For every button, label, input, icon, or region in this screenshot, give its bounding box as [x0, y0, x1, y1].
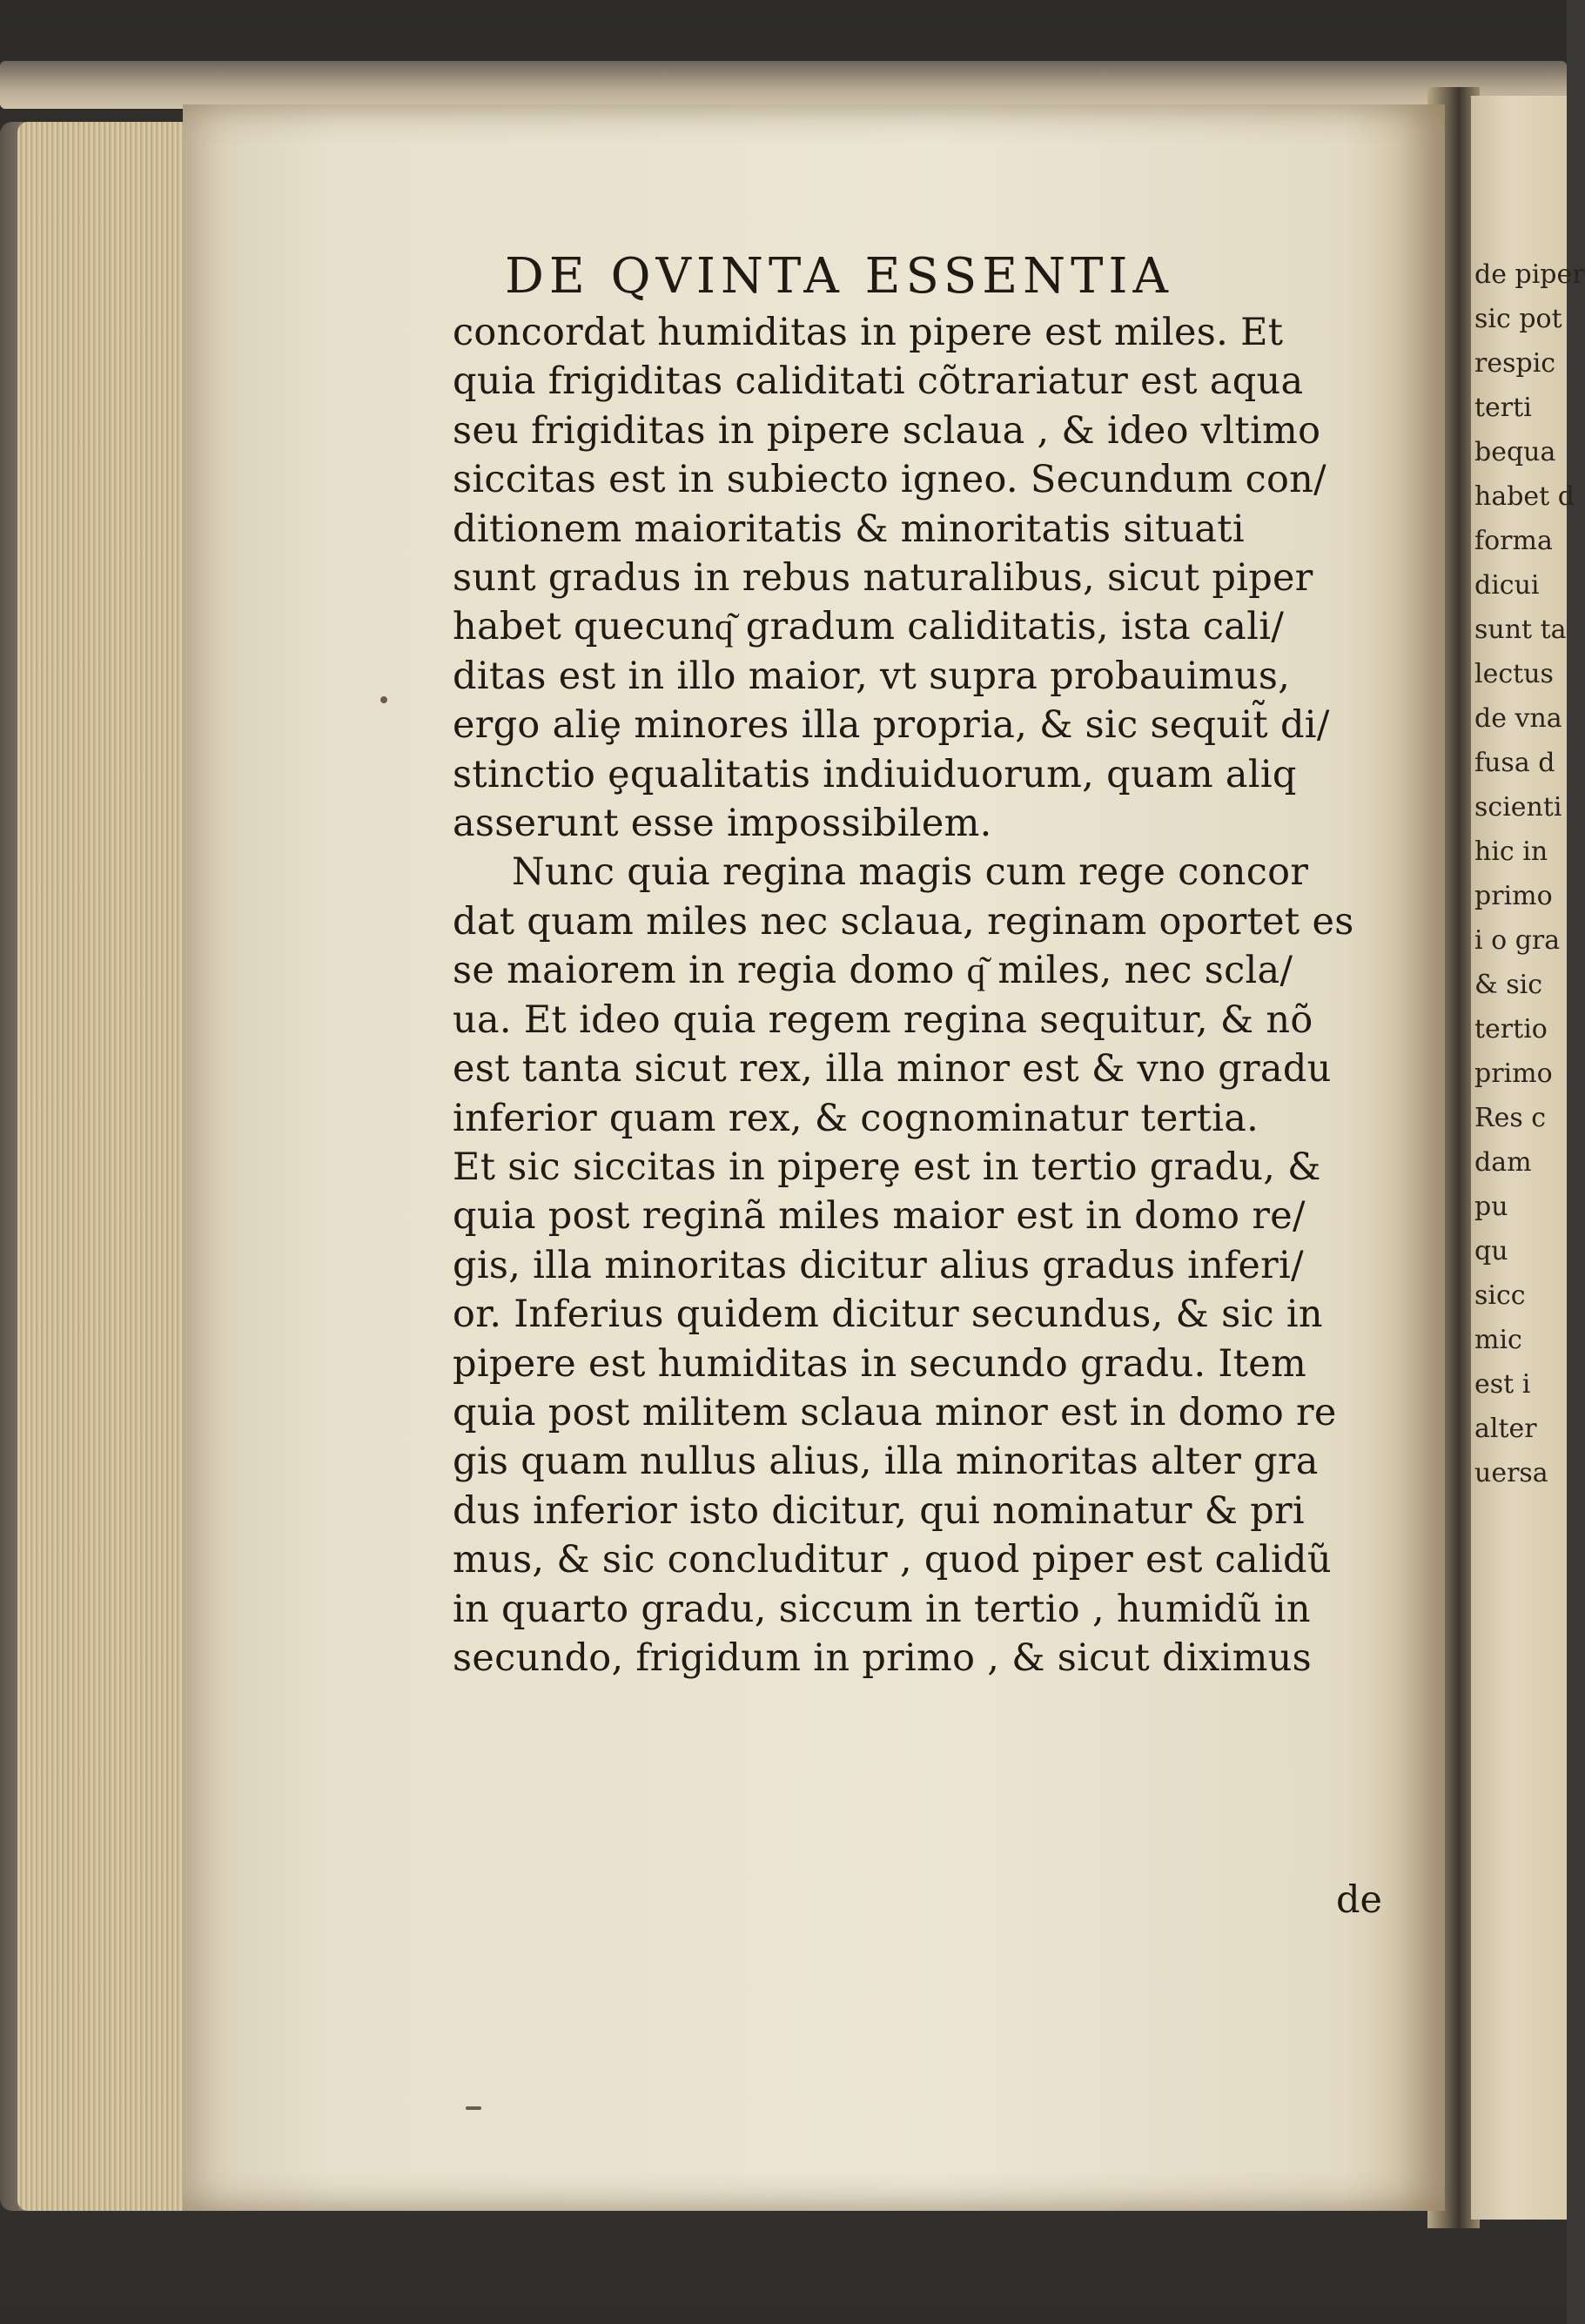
facing-page-line: respic: [1474, 348, 1556, 379]
facing-page-line: de vna: [1474, 703, 1562, 734]
ink-speck: [380, 696, 387, 703]
facing-page-line: bequa: [1474, 437, 1556, 467]
text-line: ua. Et ideo quia regem regina sequitur, & nõ: [453, 997, 1313, 1042]
text-line: quia frigiditas caliditati cõtrariatur est aqua: [453, 359, 1304, 404]
text-line: habet quecunq͂ gradum caliditatis, ista cali/: [453, 605, 1285, 649]
text-line: seu frigiditas in pipere sclaua , & ideo vltimo: [453, 408, 1321, 453]
facing-page-line: primo: [1474, 1058, 1553, 1089]
book-cover-edge: [0, 61, 1567, 109]
ink-speck: [466, 2106, 481, 2110]
text-line: siccitas est in subiecto igneo. Secundum con/: [453, 458, 1326, 502]
facing-page-line: scienti: [1474, 792, 1562, 823]
text-line: secundo, frigidum in primo , & sicut diximus: [453, 1636, 1313, 1680]
text-line: ditionem maioritatis & minoritatis situati: [453, 507, 1245, 551]
facing-page-line: lectus: [1474, 659, 1554, 689]
facing-page-line: sicc: [1474, 1280, 1526, 1311]
facing-page-line: dam: [1474, 1147, 1532, 1178]
text-line: gis, illa minoritas dicitur alius gradus inferi/: [453, 1243, 1304, 1287]
text-line: quia post militem sclaua minor est in domo re: [453, 1390, 1337, 1434]
facing-page-line: & sic: [1474, 970, 1543, 1000]
facing-page-line: terti: [1474, 393, 1532, 423]
catchword: de: [1336, 1878, 1382, 1922]
text-block: [453, 245, 1393, 1683]
text-line: sunt gradus in rebus naturalibus, sicut piper: [453, 556, 1313, 601]
text-line: inferior quam rex, & cognominatur tertia.: [453, 1096, 1259, 1140]
text-line: or. Inferius quidem dicitur secundus, & sic in: [453, 1293, 1323, 1337]
facing-page-line: dicui: [1474, 570, 1540, 601]
facing-page-line: de piper: [1474, 259, 1585, 290]
facing-page-line: forma: [1474, 526, 1553, 556]
text-line: stinctio ȩqualitatis indiuiduorum, quam aliq: [453, 752, 1297, 796]
facing-page-line: pu: [1474, 1192, 1508, 1222]
facing-page-line: i o gra: [1474, 925, 1561, 956]
facing-page-line: tertio: [1474, 1014, 1548, 1044]
text-line: dat quam miles nec sclaua, reginam oportet es: [453, 899, 1354, 944]
text-line: gis quam nullus alius, illa minoritas alter gra: [453, 1440, 1319, 1484]
facing-page: [1471, 96, 1585, 2220]
facing-page-line: uersa: [1474, 1458, 1548, 1488]
facing-page-line: habet d: [1474, 481, 1575, 512]
facing-page-line: est i: [1474, 1369, 1531, 1400]
text-line: concordat humiditas in pipere est miles. Et: [453, 311, 1284, 354]
text-line: se maiorem in regia domo q͂ miles, nec scla/: [453, 949, 1293, 993]
facing-page-line: primo: [1474, 881, 1553, 911]
facing-page-line: sunt ta: [1474, 615, 1567, 645]
facing-page-line: Res c: [1474, 1103, 1547, 1133]
facing-page-lines: [1474, 252, 1585, 1495]
facing-page-line: fusa d: [1474, 748, 1555, 778]
running-head: DE QVINTA ESSENTIA: [505, 248, 1173, 305]
text-line: Et sic siccitas in piperȩ est in tertio gradu, &: [453, 1145, 1321, 1189]
text-line: in quarto gradu, siccum in tertio , humidũ in: [453, 1587, 1311, 1631]
text-line: quia post reginã miles maior est in domo re/: [453, 1194, 1306, 1239]
text-line: asserunt esse impossibilem.: [453, 802, 992, 846]
text-line: Nunc quia regina magis cum rege concor: [512, 850, 1309, 895]
text-line: mus, & sic concluditur , quod piper est calidũ: [453, 1538, 1332, 1582]
text-line: est tanta sicut rex, illa minor est & vno gradu: [453, 1047, 1332, 1091]
text-line: ergo aliȩ minores illa propria, & sic sequit̃ di/: [453, 703, 1330, 748]
page-stack-edges: [17, 122, 191, 2211]
text-line: ditas est in illo maior, vt supra probauimus,: [453, 654, 1291, 698]
facing-page-line: mic: [1474, 1325, 1522, 1355]
facing-page-line: alter: [1474, 1414, 1537, 1444]
facing-page-line: sic pot: [1474, 304, 1562, 334]
facing-page-line: qu: [1474, 1236, 1508, 1266]
text-line: dus inferior isto dicitur, qui nominatur & pri: [453, 1488, 1305, 1533]
body-text: [453, 308, 1393, 1683]
text-line: pipere est humiditas in secundo gradu. Item: [453, 1341, 1307, 1386]
facing-page-line: hic in: [1474, 836, 1548, 867]
